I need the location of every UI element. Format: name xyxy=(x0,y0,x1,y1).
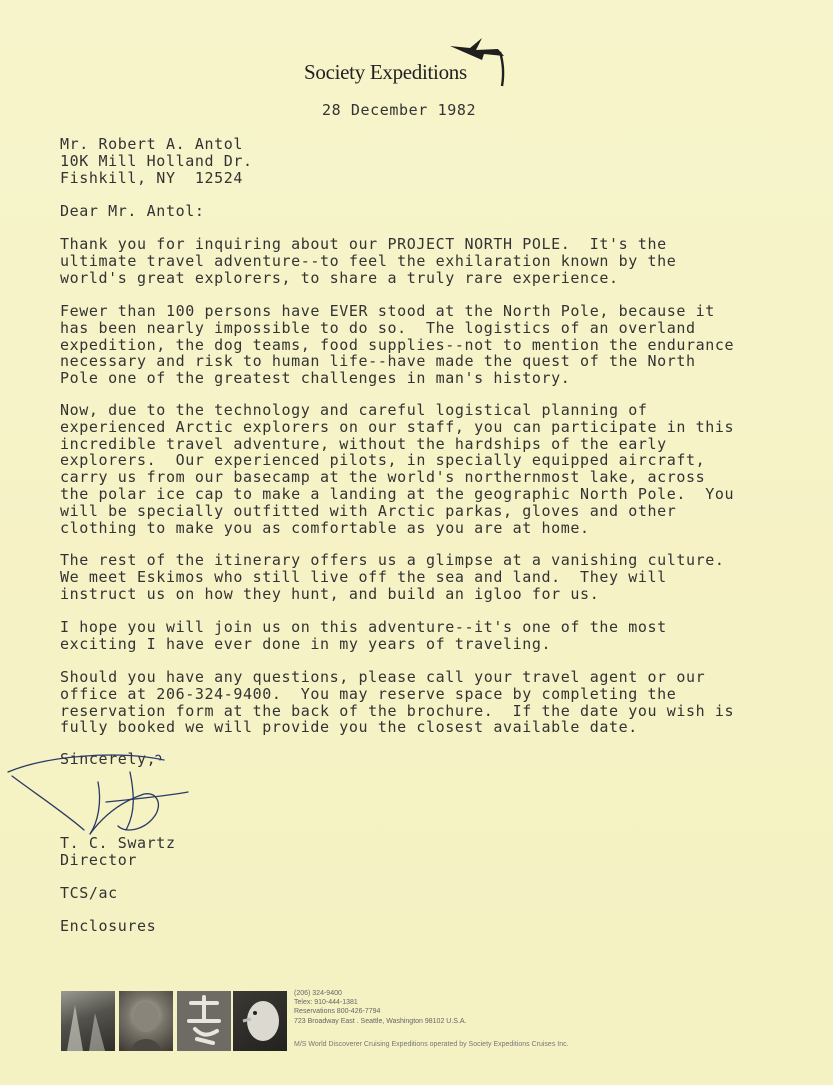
paragraph-line: Fewer than 100 persons have EVER stood at the North Pole, because it xyxy=(60,302,715,320)
paragraph-line: We meet Eskimos who still live off the sea and land. They will xyxy=(60,567,667,586)
paragraph-line: Pole one of the greatest challenges in man's history. xyxy=(60,369,571,388)
recipient-address xyxy=(60,136,253,186)
paragraph-line: necessary and risk to human life--have made the quest of the North xyxy=(60,352,696,371)
recipient-line: Fishkill, NY 12524 xyxy=(60,168,243,187)
footer-photo-strip xyxy=(61,991,287,1051)
letter-date: 28 December 1982 xyxy=(322,101,477,119)
paragraph-line: incredible travel adventure, without the hardships of the early xyxy=(60,434,667,453)
salutation: Dear Mr. Antol: xyxy=(60,202,205,220)
letterhead-logo xyxy=(302,36,512,90)
explorer-portrait-photo xyxy=(119,991,173,1051)
paragraph-line: explorers. Our experienced pilots, in specially equipped aircraft, xyxy=(60,451,706,470)
paragraph-line: Should you have any questions, please call your travel agent or our xyxy=(60,668,706,686)
footer-contact xyxy=(294,989,467,1026)
paragraph-line: the polar ice cap to make a landing at the geographic North Pole. You xyxy=(60,484,735,503)
signer-name: T. C. Swartz xyxy=(60,834,176,852)
paragraph xyxy=(60,303,734,387)
bird-photo xyxy=(233,991,287,1051)
paragraph-line: reservation form at the back of the brochure. If the date you wish is xyxy=(60,701,735,720)
paragraph-line: expedition, the dog teams, food supplies--not to mention the endurance xyxy=(60,335,735,354)
footer-tagline: M/S World Discoverer Cruising Expeditions operated by Society Expeditions Cruises Inc. xyxy=(294,1041,569,1048)
calligraphy-photo xyxy=(177,991,231,1051)
paragraph xyxy=(60,402,734,536)
paragraph-line: fully booked we will provide you the closest available date. xyxy=(60,718,638,737)
paragraph xyxy=(60,236,676,286)
paragraph xyxy=(60,619,667,653)
footer-reservations: Reservations 800-426-7794 xyxy=(294,1008,381,1016)
paragraph-line: carry us from our basecamp at the world's northernmost lake, across xyxy=(60,468,706,487)
paragraph-line: office at 206-324-9400. You may reserve space by completing the xyxy=(60,684,677,703)
paragraph-line: experienced Arctic explorers on our staff, you can participate in this xyxy=(60,417,735,436)
paragraph-line: Thank you for inquiring about our PROJECT NORTH POLE. It's the xyxy=(60,235,667,253)
brand-name: Society Expeditions xyxy=(304,60,467,84)
paragraph-line: instruct us on how they hunt, and build an igloo for us. xyxy=(60,584,600,603)
paragraph-line: has been nearly impossible to do so. The logistics of an overland xyxy=(60,318,696,337)
paragraph-line: world's great explorers, to share a truly rare experience. xyxy=(60,268,619,287)
signer-title: Director xyxy=(60,851,138,869)
reference-initials: TCS/ac xyxy=(60,884,118,902)
paragraph-line: exciting I have ever done in my years of traveling. xyxy=(60,634,552,653)
footer-phone: (206) 324-9400 xyxy=(294,990,342,997)
bird-icon xyxy=(442,36,508,88)
paragraph-line: The rest of the itinerary offers us a glimpse at a vanishing culture. xyxy=(60,551,725,569)
footer-telex: Telex: 910-444-1381 xyxy=(294,999,358,1007)
paragraph-line: Now, due to the technology and careful logistical planning of xyxy=(60,401,648,419)
paragraph xyxy=(60,669,734,736)
footer-address: 723 Broadway East . Seattle, Washington 98102 U.S.A. xyxy=(294,1017,467,1025)
paragraph-line: ultimate travel adventure--to feel the exhilaration known by the xyxy=(60,251,677,270)
paragraph-line: I hope you will join us on this adventure--it's one of the most xyxy=(60,618,667,636)
enclosures: Enclosures xyxy=(60,917,157,935)
arctic-landscape-photo xyxy=(61,991,115,1051)
closing: Sincerely, xyxy=(60,750,157,768)
recipient-line: 10K Mill Holland Dr. xyxy=(60,151,253,170)
paragraph xyxy=(60,552,725,602)
paragraph-line: clothing to make you as comfortable as you are at home. xyxy=(60,518,590,537)
paragraph-line: will be specially outfitted with Arctic parkas, gloves and other xyxy=(60,501,677,520)
recipient-line: Mr. Robert A. Antol xyxy=(60,135,243,153)
